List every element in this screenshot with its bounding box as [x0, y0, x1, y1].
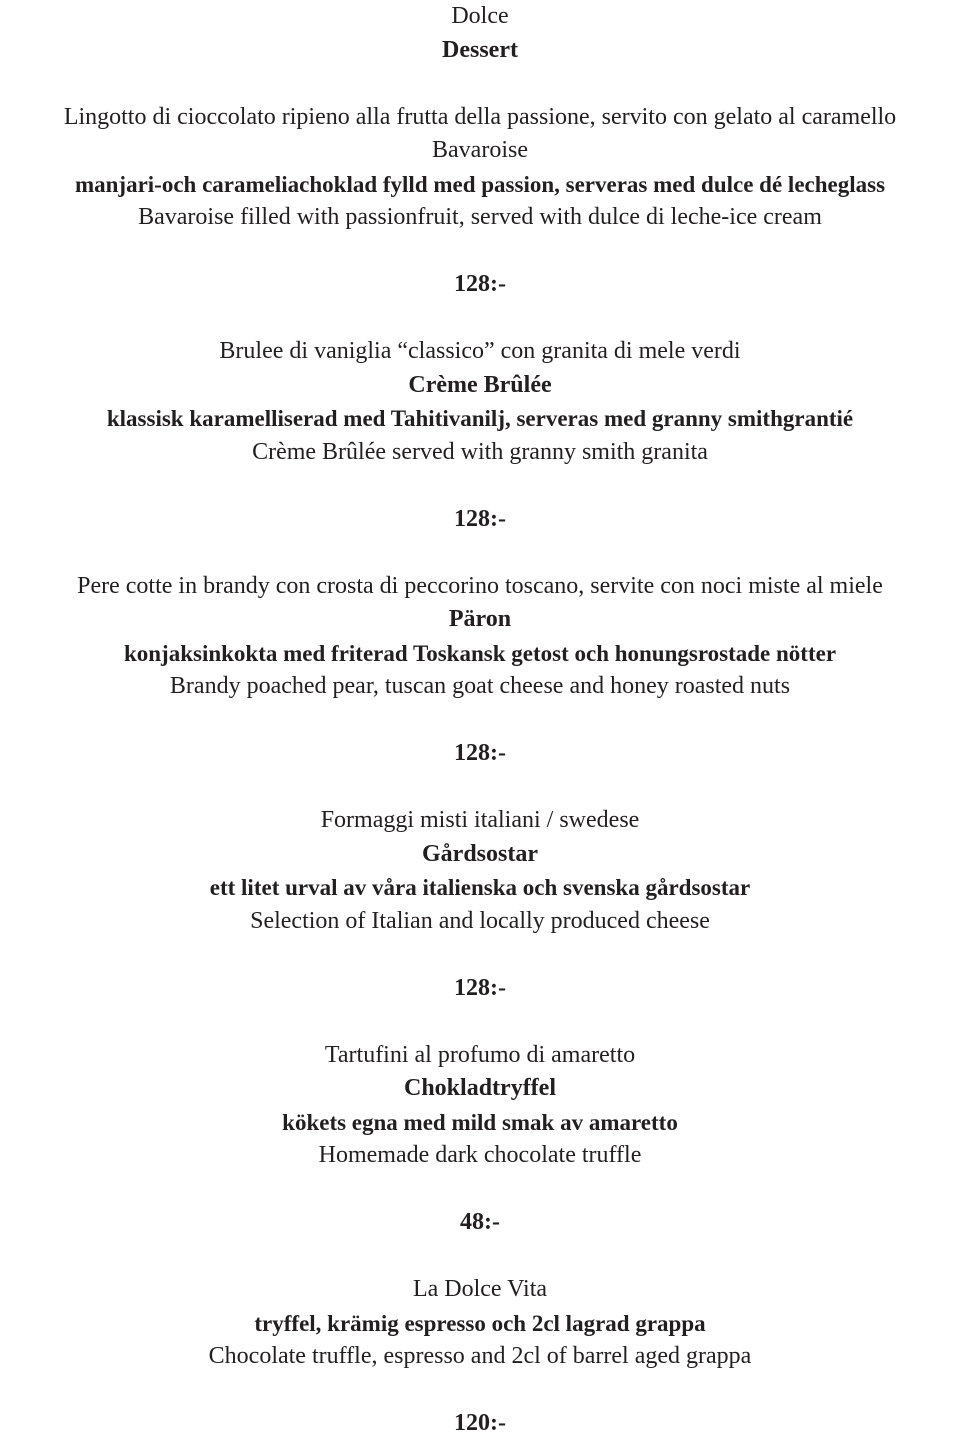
dish-italian-description: Formaggi misti italiani / swedese [320, 807, 640, 833]
dish-italian-description: Tartufini al profumo di amaretto [324, 1041, 636, 1068]
header-spacer [0, 67, 960, 101]
menu-item-chokladtryffel [0, 1039, 960, 1240]
menu-item-gardsostar [0, 804, 960, 1005]
dish-english-description: Selection of Italian and locally produced cheese [250, 907, 710, 934]
dish-swedish-description: ett litet urval av våra italienska och svenska gårdsostar [209, 875, 751, 900]
dish-swedish-description: konjaksinkokta med friterad Toskansk getost och honungsrostade nötter [123, 640, 837, 666]
dish-swedish-description: kökets egna med mild smak av amaretto [282, 1109, 678, 1135]
section-title: Dolce [451, 3, 509, 29]
dish-english-description: Crème Brûlée served with granny smith granita [252, 438, 708, 465]
dish-price: 128:- [454, 740, 506, 766]
dish-price: 128:- [454, 271, 506, 297]
dish-swedish-description: tryffel, krämig espresso och 2cl lagrad grappa [254, 1310, 706, 1336]
dish-italian-description: Brulee di vaniglia “classico” con granita di mele verdi [219, 338, 741, 364]
menu-item-bavaroise [0, 101, 960, 302]
menu-item-creme-brulee [0, 335, 960, 536]
dish-english-description: Bavaroise filled with passionfruit, served with dulce di leche-ice cream [138, 204, 822, 230]
dish-italian-description: Pere cotte in brandy con crosta di peccorino toscano, servite con noci miste al miele [77, 572, 883, 599]
dish-english-description: Homemade dark chocolate truffle [318, 1142, 642, 1168]
dish-swedish-description: manjari-och carameliachoklad fylld med passion, serveras med dulce dé lecheglass [74, 171, 886, 197]
dish-italian-description: Lingotto di cioccolato ripieno alla frutta della passione, servito con gelato al caramello [63, 103, 897, 130]
dish-price: 128:- [454, 974, 506, 1001]
dish-english-description: Brandy poached pear, tuscan goat cheese and honey roasted nuts [169, 673, 791, 699]
menu-item-la-dolce-vita [0, 1273, 960, 1441]
dish-price: 120:- [454, 1410, 506, 1436]
menu-item-paron [0, 570, 960, 771]
dish-swedish-description: klassisk karamelliserad med Tahitivanilj, serveras med granny smithgrantié [106, 406, 854, 431]
dish-italian-description: La Dolce Vita [412, 1276, 548, 1302]
dish-name: Päron [448, 606, 512, 632]
dish-name: Crème Brûlée [408, 371, 552, 398]
section-subtitle: Dessert [442, 36, 518, 63]
menu-header [0, 0, 960, 67]
dish-name: Chokladtryffel [404, 1075, 556, 1101]
dish-price: 48:- [460, 1209, 500, 1235]
dish-english-description: Chocolate truffle, espresso and 2cl of barrel aged grappa [208, 1343, 752, 1369]
dish-price: 128:- [454, 505, 506, 532]
dish-name: Bavaroise [432, 137, 528, 163]
dish-name: Gårdsostar [422, 840, 538, 867]
